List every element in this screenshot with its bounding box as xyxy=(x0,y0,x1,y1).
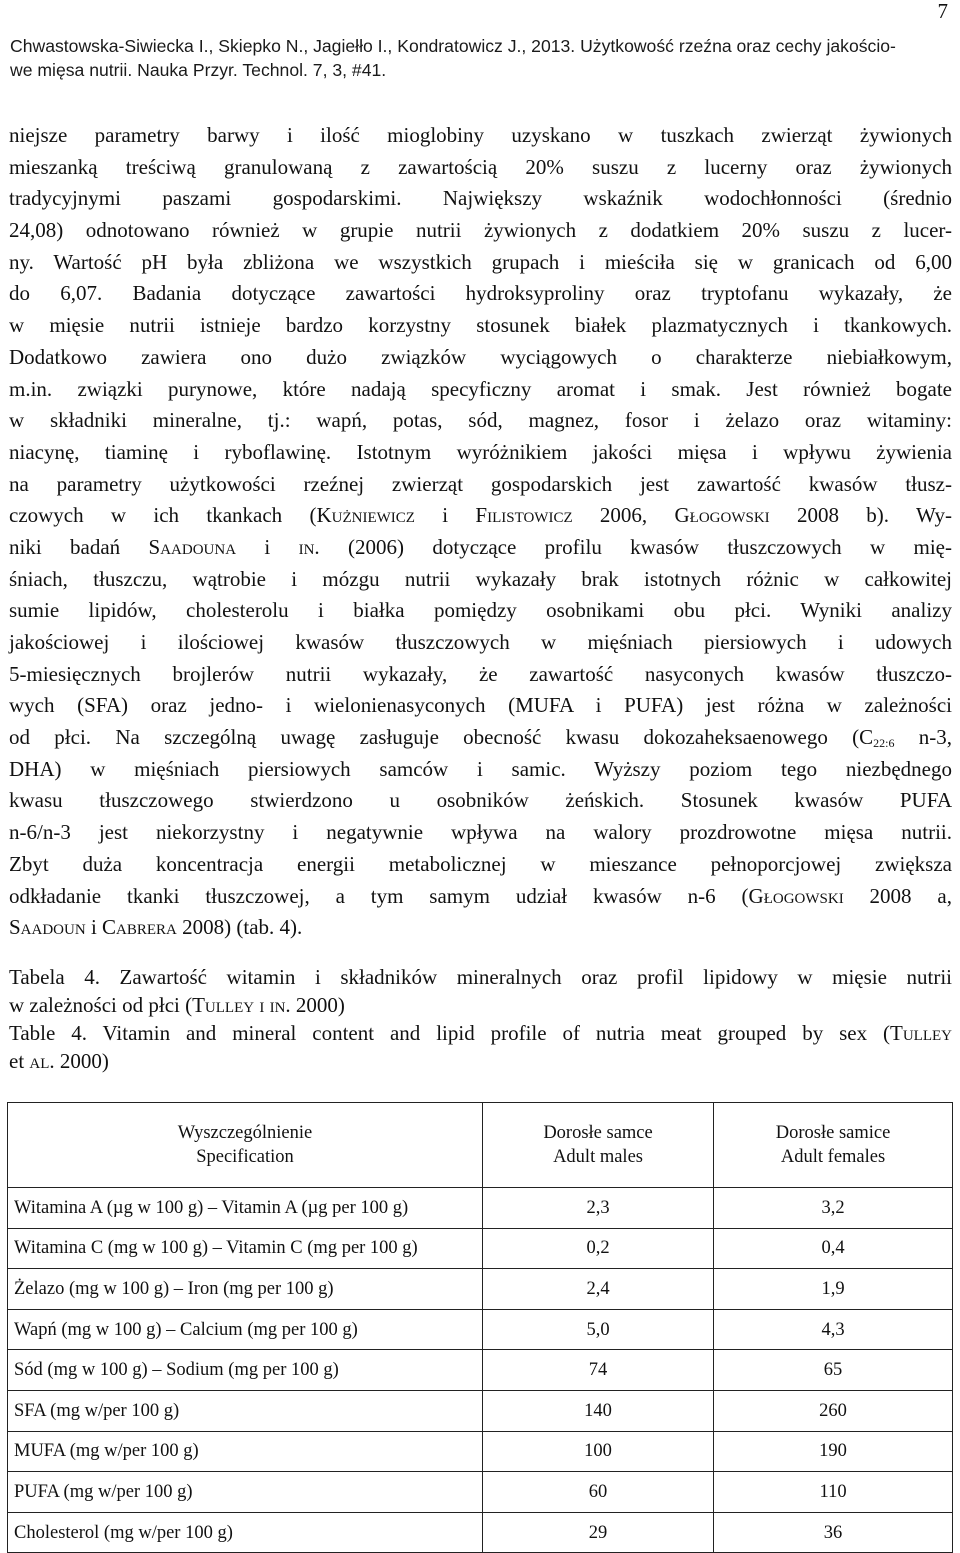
page-number: 7 xyxy=(937,0,948,23)
spec-cell: PUFA (mg w/per 100 g) xyxy=(8,1472,483,1513)
caption-line xyxy=(9,991,952,1019)
spec-cell: Wapń (mg w 100 g) – Calcium (mg per 100 g) xyxy=(8,1309,483,1350)
body-line: 24,08) odnotowano również w grupie nutrii żywionych z dodatkiem 20% suszu z lucer- xyxy=(9,218,952,243)
table-caption xyxy=(9,963,952,1075)
header-citation-line-1: Chwastowska-Siwiecka I., Skiepko N., Jagiełło I., Kondratowicz J., 2013. Użytkowość rzeźna oraz cechy jakościo- xyxy=(10,36,896,56)
header-label-en: Adult females xyxy=(780,1147,886,1167)
males-cell: 2,4 xyxy=(482,1269,713,1310)
body-paragraph xyxy=(9,120,952,944)
body-line: w mięsie nutrii istnieje bardzo korzystny stosunek białek plazmatycznych i tkankowych. xyxy=(9,313,952,338)
body-line: m.in. związki purynowe, które nadają specyficzny aromat i smak. Jest również bogate xyxy=(9,376,952,401)
body-line: niacynę, tiaminę i ryboflawinę. Istotnym wyróżnikiem jakości mięsa i wpływu żywienia xyxy=(9,439,952,464)
body-line-citation xyxy=(9,912,952,944)
body-line-citation xyxy=(9,532,952,564)
body-line: sumie lipidów, cholesterolu i białka pomiędzy osobnikami obu płci. Wyniki analizy xyxy=(9,598,952,623)
males-cell: 60 xyxy=(482,1472,713,1513)
author-citation: Tulley i in. xyxy=(192,993,291,1017)
body-line: śniach, tłuszczu, wątrobie i mózgu nutrii wykazały brak istotnych różnic w całkowitej xyxy=(9,566,952,591)
spec-cell: Cholesterol (mg w/per 100 g) xyxy=(8,1512,483,1553)
header-label-en: Adult males xyxy=(553,1147,643,1167)
body-line: kwasu tłuszczowego stwierdzono u osobników żeńskich. Stosunek kwasów PUFA xyxy=(9,788,952,813)
females-cell: 190 xyxy=(714,1431,953,1472)
body-line: Dodatkowo zawiera ono dużo związków wyciągowych o charakterze niebiałkowym, xyxy=(9,344,952,369)
table-row xyxy=(8,1188,953,1229)
author-citation: Filistowicz xyxy=(475,503,573,528)
text-fragment: i xyxy=(414,503,476,528)
header-label-pl: Dorosłe samice xyxy=(775,1123,891,1143)
spec-cell: Żelazo (mg w 100 g) – Iron (mg per 100 g) xyxy=(8,1269,483,1310)
table-row xyxy=(8,1472,953,1513)
header-label-en: Specification xyxy=(196,1147,294,1167)
text-fragment: czowych w ich tkankach ( xyxy=(9,503,317,528)
subscript: 22:6 xyxy=(873,736,895,751)
table-row xyxy=(8,1390,953,1431)
males-cell: 5,0 xyxy=(482,1309,713,1350)
author-citation: Kużniewicz xyxy=(316,503,415,528)
females-cell: 1,9 xyxy=(714,1269,953,1310)
body-line-formula xyxy=(9,722,952,754)
spec-cell: Witamina C (mg w 100 g) – Vitamin C (mg per 100 g) xyxy=(8,1228,483,1269)
body-line: 5-miesięcznych brojlerów nutrii wykazały, że zawartość nasyconych kwasów tłuszczo- xyxy=(9,661,952,686)
text-fragment: 2000) xyxy=(290,993,345,1017)
author-citation: Głogowski xyxy=(748,883,844,908)
caption-line xyxy=(9,1047,952,1075)
spec-cell: SFA (mg w/per 100 g) xyxy=(8,1390,483,1431)
caption-line: Tabela 4. Zawartość witamin i składników mineralnych oraz profil lipidowy w mięsie nutrii xyxy=(9,965,952,989)
body-line: na parametry użytkowości rzeźnej zwierząt gospodarskich jest zawartość kwasów tłusz- xyxy=(9,471,952,496)
text-fragment: 2000) xyxy=(54,1049,109,1073)
body-line: mieszanką treściwą granulowaną z zawartością 20% suszu z lucerny oraz żywionych xyxy=(9,154,952,179)
body-line: wych (SFA) oraz jedno- i wielonienasyconych (MUFA i PUFA) jest różna w zależności xyxy=(9,693,952,718)
males-cell: 74 xyxy=(482,1350,713,1391)
table-row xyxy=(8,1350,953,1391)
females-cell: 4,3 xyxy=(714,1309,953,1350)
text-fragment: 2008 a, xyxy=(843,883,952,908)
running-header xyxy=(10,34,950,82)
text-fragment: 2008) (tab. 4). xyxy=(176,915,303,940)
text-fragment: od płci. Na szczególną uwagę zasługuje obecność kwasu dokozaheksaenowego (C xyxy=(9,725,874,750)
text-fragment: i xyxy=(85,915,103,940)
text-fragment: i xyxy=(236,534,299,559)
body-line-citation xyxy=(9,500,952,532)
table-row xyxy=(8,1228,953,1269)
body-line: n-6/n-3 jest niekorzystny i negatywnie wpływa na walory prozdrowotne mięsa nutrii. xyxy=(9,820,952,845)
text-fragment: 2006, xyxy=(572,503,675,528)
author-citation: in. xyxy=(298,534,320,559)
body-line-citation xyxy=(9,881,952,913)
header-cell-females xyxy=(714,1103,953,1188)
table-row xyxy=(8,1309,953,1350)
body-line: niejsze parametry barwy i ilość mioglobiny uzyskano w tuszkach zwierząt żywionych xyxy=(9,123,952,147)
caption-line xyxy=(9,1019,952,1047)
author-citation: Saadouna xyxy=(148,534,237,559)
males-cell: 29 xyxy=(482,1512,713,1553)
data-table xyxy=(7,1102,953,1553)
body-line: Zbyt duża koncentracja energii metabolicznej w mieszance pełnoporcjowej zwiększa xyxy=(9,851,952,876)
females-cell: 0,4 xyxy=(714,1228,953,1269)
females-cell: 260 xyxy=(714,1390,953,1431)
header-cell-specification xyxy=(8,1103,483,1188)
author-citation: al. xyxy=(29,1049,55,1073)
table-row xyxy=(8,1512,953,1553)
body-line: tradycyjnymi paszami gospodarskimi. Największy wskaźnik wodochłonności (średnio xyxy=(9,186,952,211)
header-label-pl: Dorosłe samce xyxy=(543,1123,653,1143)
text-fragment: odkładanie tkanki tłuszczowej, a tym samym udział kwasów n-6 ( xyxy=(9,883,749,908)
text-fragment: w zależności od płci ( xyxy=(9,993,193,1017)
body-line: DHA) w mięśniach piersiowych samców i samic. Wyższy poziom tego niezbędnego xyxy=(9,756,952,781)
text-fragment: Table 4. Vitamin and mineral content and lipid profile of nutria meat grouped by sex ( xyxy=(9,1021,891,1045)
header-label-pl: Wyszczególnienie xyxy=(177,1123,313,1143)
spec-cell: Witamina A (µg w 100 g) – Vitamin A (µg per 100 g) xyxy=(8,1188,483,1229)
males-cell: 100 xyxy=(482,1431,713,1472)
body-line: w składniki mineralne, tj.: wapń, potas, sód, magnez, fosor i żelazo oraz witaminy: xyxy=(9,408,952,433)
spec-cell: Sód (mg w 100 g) – Sodium (mg per 100 g) xyxy=(8,1350,483,1391)
males-cell: 140 xyxy=(482,1390,713,1431)
author-citation: Głogowski xyxy=(674,503,770,528)
text-fragment: niki badań xyxy=(9,534,149,559)
table-header-row xyxy=(8,1103,953,1188)
table-row xyxy=(8,1431,953,1472)
body-line: jakościowej i ilościowej kwasów tłuszczowych w mięśniach piersiowych i udowych xyxy=(9,630,952,654)
females-cell: 65 xyxy=(714,1350,953,1391)
text-fragment: 2008 b). Wy- xyxy=(769,503,952,528)
text-fragment: (2006) dotyczące profilu kwasów tłuszczowych w mię- xyxy=(319,534,953,559)
author-citation: Saadoun xyxy=(9,915,86,940)
table-row xyxy=(8,1269,953,1310)
females-cell: 36 xyxy=(714,1512,953,1553)
males-cell: 2,3 xyxy=(482,1188,713,1229)
text-fragment: et xyxy=(9,1049,30,1073)
females-cell: 3,2 xyxy=(714,1188,953,1229)
body-line: do 6,07. Badania dotyczące zawartości hydroksyproliny oraz tryptofanu wykazały, że xyxy=(9,281,952,306)
header-cell-males xyxy=(482,1103,713,1188)
males-cell: 0,2 xyxy=(482,1228,713,1269)
body-line: ny. Wartość pH była zbliżona we wszystkich grupach i mieściła się w granicach od 6,00 xyxy=(9,249,952,274)
author-citation: Tulley xyxy=(890,1021,952,1045)
author-citation: Cabrera xyxy=(102,915,177,940)
females-cell: 110 xyxy=(714,1472,953,1513)
spec-cell: MUFA (mg w/per 100 g) xyxy=(8,1431,483,1472)
header-citation-line-2: we mięsa nutrii. Nauka Przyr. Technol. 7, 3, #41. xyxy=(10,60,387,80)
text-fragment: n-3, xyxy=(894,725,952,750)
